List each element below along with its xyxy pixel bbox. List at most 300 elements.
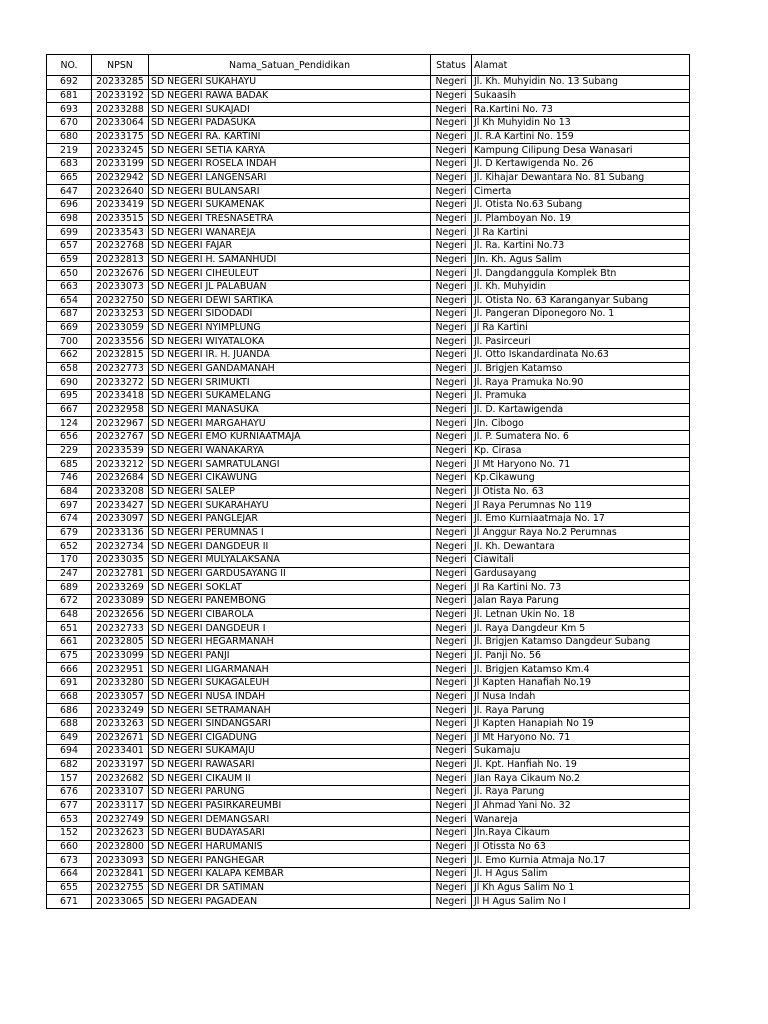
cell-nama: SD NEGERI GARDUSAYANG II <box>149 567 431 581</box>
cell-status: Negeri <box>431 513 472 527</box>
cell-alamat: Jl Raya Perumnas No 119 <box>472 499 690 513</box>
table-row <box>47 472 690 486</box>
cell-npsn: 20232815 <box>92 349 149 363</box>
cell-no: 647 <box>47 185 92 199</box>
table-row <box>47 444 690 458</box>
cell-alamat: Jl Kh Muhyidin No 13 <box>472 116 690 130</box>
cell-nama: SD NEGERI PANGLEJAR <box>149 513 431 527</box>
cell-no: 682 <box>47 758 92 772</box>
table-row <box>47 690 690 704</box>
cell-alamat: Jl. Panji No. 56 <box>472 649 690 663</box>
table-row <box>47 130 690 144</box>
cell-npsn: 20233253 <box>92 308 149 322</box>
cell-no: 691 <box>47 676 92 690</box>
table-row <box>47 89 690 103</box>
cell-nama: SD NEGERI EMO KURNIAATMAJA <box>149 431 431 445</box>
table-row <box>47 813 690 827</box>
table-row <box>47 594 690 608</box>
cell-status: Negeri <box>431 89 472 103</box>
cell-no: 693 <box>47 103 92 117</box>
cell-npsn: 20233089 <box>92 594 149 608</box>
cell-alamat: Cimerta <box>472 185 690 199</box>
table-row <box>47 198 690 212</box>
table-row <box>47 267 690 281</box>
header-alamat: Alamat <box>472 55 690 76</box>
cell-alamat: Jl. Pramuka <box>472 390 690 404</box>
table-row <box>47 758 690 772</box>
cell-alamat: Jl. Otista No. 63 Karanganyar Subang <box>472 294 690 308</box>
cell-status: Negeri <box>431 786 472 800</box>
cell-alamat: Sukamaju <box>472 745 690 759</box>
cell-nama: SD NEGERI CIGADUNG <box>149 731 431 745</box>
table-row <box>47 567 690 581</box>
cell-status: Negeri <box>431 267 472 281</box>
cell-no: 686 <box>47 704 92 718</box>
cell-nama: SD NEGERI CIKAWUNG <box>149 472 431 486</box>
cell-status: Negeri <box>431 157 472 171</box>
cell-no: 676 <box>47 786 92 800</box>
cell-status: Negeri <box>431 403 472 417</box>
table-row <box>47 239 690 253</box>
table-row <box>47 649 690 663</box>
cell-no: 690 <box>47 376 92 390</box>
cell-npsn: 20233212 <box>92 458 149 472</box>
cell-alamat: Jlan Raya Cikaum No.2 <box>472 772 690 786</box>
cell-alamat: Jl Otissta No 63 <box>472 840 690 854</box>
cell-nama: SD NEGERI PANJI <box>149 649 431 663</box>
cell-no: 688 <box>47 717 92 731</box>
cell-status: Negeri <box>431 444 472 458</box>
cell-alamat: Jl Anggur Raya No.2 Perumnas <box>472 526 690 540</box>
cell-nama: SD NEGERI SUKAMAJU <box>149 745 431 759</box>
cell-no: 124 <box>47 417 92 431</box>
cell-alamat: Jl. Otista No.63 Subang <box>472 198 690 212</box>
cell-nama: SD NEGERI SUKAHAYU <box>149 76 431 90</box>
table-row <box>47 540 690 554</box>
cell-alamat: Jl. Kh. Dewantara <box>472 540 690 554</box>
cell-no: 661 <box>47 635 92 649</box>
cell-npsn: 20233073 <box>92 280 149 294</box>
cell-alamat: Jl. Brigjen Katamso <box>472 362 690 376</box>
cell-alamat: Jln. Kh. Agus Salim <box>472 253 690 267</box>
cell-npsn: 20233272 <box>92 376 149 390</box>
cell-status: Negeri <box>431 553 472 567</box>
cell-no: 670 <box>47 116 92 130</box>
cell-no: 656 <box>47 431 92 445</box>
cell-npsn: 20233249 <box>92 704 149 718</box>
cell-status: Negeri <box>431 335 472 349</box>
cell-nama: SD NEGERI SIDODADI <box>149 308 431 322</box>
cell-status: Negeri <box>431 690 472 704</box>
cell-alamat: Ra.Kartini No. 73 <box>472 103 690 117</box>
cell-nama: SD NEGERI SUKAGALEUH <box>149 676 431 690</box>
cell-npsn: 20232676 <box>92 267 149 281</box>
cell-npsn: 20233057 <box>92 690 149 704</box>
cell-status: Negeri <box>431 745 472 759</box>
cell-nama: SD NEGERI WIYATALOKA <box>149 335 431 349</box>
table-row <box>47 280 690 294</box>
cell-alamat: Jl. Brigjen Katamso Km.4 <box>472 663 690 677</box>
table-row <box>47 799 690 813</box>
cell-nama: SD NEGERI DANGDEUR II <box>149 540 431 554</box>
cell-status: Negeri <box>431 212 472 226</box>
cell-nama: SD NEGERI GANDAMANAH <box>149 362 431 376</box>
cell-status: Negeri <box>431 321 472 335</box>
cell-nama: SD NEGERI WANAKARYA <box>149 444 431 458</box>
cell-no: 696 <box>47 198 92 212</box>
table-row <box>47 171 690 185</box>
cell-no: 687 <box>47 308 92 322</box>
cell-npsn: 20232656 <box>92 608 149 622</box>
cell-status: Negeri <box>431 772 472 786</box>
cell-alamat: Jl. P. Sumatera No. 6 <box>472 431 690 445</box>
table-row <box>47 335 690 349</box>
cell-no: 697 <box>47 499 92 513</box>
cell-alamat: Jl. Raya Parung <box>472 786 690 800</box>
cell-npsn: 20232942 <box>92 171 149 185</box>
cell-nama: SD NEGERI DEMANGSARI <box>149 813 431 827</box>
cell-nama: SD NEGERI H. SAMANHUDI <box>149 253 431 267</box>
cell-status: Negeri <box>431 280 472 294</box>
cell-npsn: 20232755 <box>92 881 149 895</box>
cell-npsn: 20232767 <box>92 431 149 445</box>
cell-npsn: 20232967 <box>92 417 149 431</box>
cell-no: 649 <box>47 731 92 745</box>
table-row <box>47 704 690 718</box>
cell-status: Negeri <box>431 649 472 663</box>
cell-npsn: 20232750 <box>92 294 149 308</box>
cell-npsn: 20233059 <box>92 321 149 335</box>
cell-no: 170 <box>47 553 92 567</box>
cell-no: 152 <box>47 827 92 841</box>
cell-alamat: Jl. D. Kartawigenda <box>472 403 690 417</box>
table-row <box>47 157 690 171</box>
cell-status: Negeri <box>431 731 472 745</box>
cell-nama: SD NEGERI WANAREJA <box>149 226 431 240</box>
table-row <box>47 676 690 690</box>
cell-npsn: 20233543 <box>92 226 149 240</box>
cell-alamat: Jl. Ra. Kartini No.73 <box>472 239 690 253</box>
cell-npsn: 20233539 <box>92 444 149 458</box>
cell-status: Negeri <box>431 717 472 731</box>
cell-nama: SD NEGERI ROSELA INDAH <box>149 157 431 171</box>
cell-status: Negeri <box>431 130 472 144</box>
cell-no: 664 <box>47 868 92 882</box>
cell-npsn: 20232800 <box>92 840 149 854</box>
cell-nama: SD NEGERI SALEP <box>149 485 431 499</box>
cell-status: Negeri <box>431 676 472 690</box>
cell-no: 672 <box>47 594 92 608</box>
cell-alamat: Jl. Dangdanggula Komplek Btn <box>472 267 690 281</box>
cell-status: Negeri <box>431 485 472 499</box>
cell-alamat: Jl H Agus Salim No I <box>472 895 690 909</box>
cell-nama: SD NEGERI KALAPA KEMBAR <box>149 868 431 882</box>
cell-status: Negeri <box>431 253 472 267</box>
table-row <box>47 854 690 868</box>
cell-nama: SD NEGERI IR. H. JUANDA <box>149 349 431 363</box>
table-row <box>47 526 690 540</box>
cell-no: 692 <box>47 76 92 90</box>
cell-status: Negeri <box>431 499 472 513</box>
table-row <box>47 376 690 390</box>
table-row <box>47 553 690 567</box>
header-status: Status <box>431 55 472 76</box>
cell-nama: SD NEGERI RAWA BADAK <box>149 89 431 103</box>
table-row <box>47 362 690 376</box>
cell-no: 666 <box>47 663 92 677</box>
table-row <box>47 431 690 445</box>
cell-npsn: 20233285 <box>92 76 149 90</box>
cell-alamat: Jl Ahmad Yani No. 32 <box>472 799 690 813</box>
cell-npsn: 20233269 <box>92 581 149 595</box>
cell-alamat: Jl Mt Haryono No. 71 <box>472 458 690 472</box>
table-row <box>47 403 690 417</box>
cell-no: 671 <box>47 895 92 909</box>
cell-status: Negeri <box>431 622 472 636</box>
cell-npsn: 20232749 <box>92 813 149 827</box>
cell-npsn: 20233064 <box>92 116 149 130</box>
cell-alamat: Jl. Kihajar Dewantara No. 81 Subang <box>472 171 690 185</box>
cell-status: Negeri <box>431 308 472 322</box>
cell-nama: SD NEGERI DR SATIMAN <box>149 881 431 895</box>
cell-status: Negeri <box>431 226 472 240</box>
cell-alamat: Kampung Cilipung Desa Wanasari <box>472 144 690 158</box>
cell-npsn: 20233065 <box>92 895 149 909</box>
cell-nama: SD NEGERI CIHEULEUT <box>149 267 431 281</box>
table-row <box>47 717 690 731</box>
cell-nama: SD NEGERI PERUMNAS I <box>149 526 431 540</box>
cell-no: 683 <box>47 157 92 171</box>
table-row <box>47 786 690 800</box>
cell-nama: SD NEGERI PASIRKAREUMBI <box>149 799 431 813</box>
cell-status: Negeri <box>431 349 472 363</box>
header-nama: Nama_Satuan_Pendidikan <box>149 55 431 76</box>
cell-status: Negeri <box>431 840 472 854</box>
cell-npsn: 20232768 <box>92 239 149 253</box>
cell-nama: SD NEGERI MARGAHAYU <box>149 417 431 431</box>
cell-no: 663 <box>47 280 92 294</box>
cell-npsn: 20232813 <box>92 253 149 267</box>
cell-status: Negeri <box>431 185 472 199</box>
cell-status: Negeri <box>431 799 472 813</box>
cell-npsn: 20233099 <box>92 649 149 663</box>
cell-alamat: Jl Ra Kartini <box>472 226 690 240</box>
table-row <box>47 76 690 90</box>
table-row <box>47 226 690 240</box>
cell-nama: SD NEGERI RAWASARI <box>149 758 431 772</box>
cell-alamat: Jl Ra Kartini No. 73 <box>472 581 690 595</box>
table-row <box>47 608 690 622</box>
cell-status: Negeri <box>431 567 472 581</box>
cell-status: Negeri <box>431 881 472 895</box>
cell-status: Negeri <box>431 608 472 622</box>
cell-nama: SD NEGERI JL PALABUAN <box>149 280 431 294</box>
cell-npsn: 20232733 <box>92 622 149 636</box>
table-row <box>47 185 690 199</box>
cell-alamat: Jl. Letnan Ukin No. 18 <box>472 608 690 622</box>
cell-npsn: 20233427 <box>92 499 149 513</box>
cell-status: Negeri <box>431 239 472 253</box>
cell-npsn: 20233117 <box>92 799 149 813</box>
cell-npsn: 20233035 <box>92 553 149 567</box>
cell-status: Negeri <box>431 526 472 540</box>
cell-alamat: Jalan Raya Parung <box>472 594 690 608</box>
table-row <box>47 144 690 158</box>
cell-nama: SD NEGERI LANGENSARI <box>149 171 431 185</box>
table-row <box>47 116 690 130</box>
cell-npsn: 20233418 <box>92 390 149 404</box>
cell-npsn: 20232773 <box>92 362 149 376</box>
table-row <box>47 253 690 267</box>
cell-nama: SD NEGERI DANGDEUR I <box>149 622 431 636</box>
cell-nama: SD NEGERI NYIMPLUNG <box>149 321 431 335</box>
cell-alamat: Jl. Plamboyan No. 19 <box>472 212 690 226</box>
table-row <box>47 390 690 404</box>
cell-npsn: 20232781 <box>92 567 149 581</box>
cell-no: 247 <box>47 567 92 581</box>
cell-nama: SD NEGERI SUKAJADI <box>149 103 431 117</box>
cell-alamat: Jl. Otto Iskandardinata No.63 <box>472 349 690 363</box>
cell-nama: SD NEGERI LIGARMANAH <box>149 663 431 677</box>
cell-npsn: 20232734 <box>92 540 149 554</box>
cell-npsn: 20232623 <box>92 827 149 841</box>
cell-nama: SD NEGERI NUSA INDAH <box>149 690 431 704</box>
cell-npsn: 20232805 <box>92 635 149 649</box>
cell-no: 684 <box>47 485 92 499</box>
cell-status: Negeri <box>431 116 472 130</box>
cell-status: Negeri <box>431 472 472 486</box>
table-row <box>47 321 690 335</box>
cell-no: 157 <box>47 772 92 786</box>
cell-alamat: Jl Ra Kartini <box>472 321 690 335</box>
cell-nama: SD NEGERI SUKAMELANG <box>149 390 431 404</box>
table-row <box>47 745 690 759</box>
cell-nama: SD NEGERI BULANSARI <box>149 185 431 199</box>
cell-no: 219 <box>47 144 92 158</box>
cell-status: Negeri <box>431 868 472 882</box>
cell-status: Negeri <box>431 540 472 554</box>
cell-alamat: Kp. Cirasa <box>472 444 690 458</box>
cell-nama: SD NEGERI CIKAUM II <box>149 772 431 786</box>
cell-no: 694 <box>47 745 92 759</box>
cell-status: Negeri <box>431 431 472 445</box>
cell-npsn: 20233515 <box>92 212 149 226</box>
cell-status: Negeri <box>431 663 472 677</box>
cell-alamat: Jl Otista No. 63 <box>472 485 690 499</box>
cell-no: 651 <box>47 622 92 636</box>
cell-nama: SD NEGERI SUKARAHAYU <box>149 499 431 513</box>
cell-status: Negeri <box>431 895 472 909</box>
cell-no: 650 <box>47 267 92 281</box>
cell-nama: SD NEGERI SRIMUKTI <box>149 376 431 390</box>
table-row <box>47 635 690 649</box>
cell-nama: SD NEGERI FAJAR <box>149 239 431 253</box>
cell-no: 668 <box>47 690 92 704</box>
cell-nama: SD NEGERI SINDANGSARI <box>149 717 431 731</box>
cell-npsn: 20232684 <box>92 472 149 486</box>
cell-alamat: Jl Kapten Hanapiah No 19 <box>472 717 690 731</box>
cell-status: Negeri <box>431 704 472 718</box>
cell-npsn: 20232841 <box>92 868 149 882</box>
cell-no: 675 <box>47 649 92 663</box>
cell-alamat: Kp.Cikawung <box>472 472 690 486</box>
cell-no: 689 <box>47 581 92 595</box>
table-row <box>47 663 690 677</box>
table-row <box>47 622 690 636</box>
cell-no: 654 <box>47 294 92 308</box>
cell-nama: SD NEGERI PARUNG <box>149 786 431 800</box>
table-row <box>47 581 690 595</box>
table-row <box>47 513 690 527</box>
cell-npsn: 20232640 <box>92 185 149 199</box>
cell-npsn: 20232951 <box>92 663 149 677</box>
cell-no: 655 <box>47 881 92 895</box>
table-row <box>47 881 690 895</box>
cell-status: Negeri <box>431 76 472 90</box>
cell-npsn: 20233192 <box>92 89 149 103</box>
cell-nama: SD NEGERI HEGARMANAH <box>149 635 431 649</box>
cell-status: Negeri <box>431 594 472 608</box>
cell-npsn: 20233197 <box>92 758 149 772</box>
cell-nama: SD NEGERI HARUMANIS <box>149 840 431 854</box>
cell-no: 658 <box>47 362 92 376</box>
cell-status: Negeri <box>431 376 472 390</box>
cell-status: Negeri <box>431 144 472 158</box>
cell-alamat: Jl. Pasirceuri <box>472 335 690 349</box>
cell-alamat: Jl Mt Haryono No. 71 <box>472 731 690 745</box>
cell-alamat: Jl. H Agus Salim <box>472 868 690 882</box>
cell-npsn: 20232958 <box>92 403 149 417</box>
cell-nama: SD NEGERI RA. KARTINI <box>149 130 431 144</box>
header-npsn: NPSN <box>92 55 149 76</box>
cell-no: 695 <box>47 390 92 404</box>
cell-alamat: Jl. D Kertawigenda No. 26 <box>472 157 690 171</box>
cell-status: Negeri <box>431 294 472 308</box>
cell-alamat: Jl. Emo Kurnia Atmaja No.17 <box>472 854 690 868</box>
cell-alamat: Jl. Raya Pramuka No.90 <box>472 376 690 390</box>
cell-alamat: Jl. Brigjen Katamso Dangdeur Subang <box>472 635 690 649</box>
cell-status: Negeri <box>431 827 472 841</box>
cell-no: 699 <box>47 226 92 240</box>
table-row <box>47 840 690 854</box>
cell-nama: SD NEGERI MANASUKA <box>149 403 431 417</box>
cell-no: 669 <box>47 321 92 335</box>
cell-alamat: Gardusayang <box>472 567 690 581</box>
cell-npsn: 20233556 <box>92 335 149 349</box>
header-no: NO. <box>47 55 92 76</box>
cell-npsn: 20233401 <box>92 745 149 759</box>
cell-status: Negeri <box>431 581 472 595</box>
cell-npsn: 20233280 <box>92 676 149 690</box>
cell-npsn: 20233093 <box>92 854 149 868</box>
cell-nama: SD NEGERI PANGHEGAR <box>149 854 431 868</box>
cell-no: 677 <box>47 799 92 813</box>
cell-alamat: Jl. Kh. Muhyidin <box>472 280 690 294</box>
table-header-row <box>47 55 690 76</box>
table-row <box>47 895 690 909</box>
cell-nama: SD NEGERI SAMRATULANGI <box>149 458 431 472</box>
cell-no: 681 <box>47 89 92 103</box>
cell-alamat: Jl. R.A Kartini No. 159 <box>472 130 690 144</box>
cell-alamat: Jl. Pangeran Diponegoro No. 1 <box>472 308 690 322</box>
cell-nama: SD NEGERI SETRAMANAH <box>149 704 431 718</box>
table-row <box>47 294 690 308</box>
table-row <box>47 772 690 786</box>
cell-npsn: 20232682 <box>92 772 149 786</box>
cell-alamat: Sukaasih <box>472 89 690 103</box>
table-row <box>47 499 690 513</box>
cell-status: Negeri <box>431 198 472 212</box>
